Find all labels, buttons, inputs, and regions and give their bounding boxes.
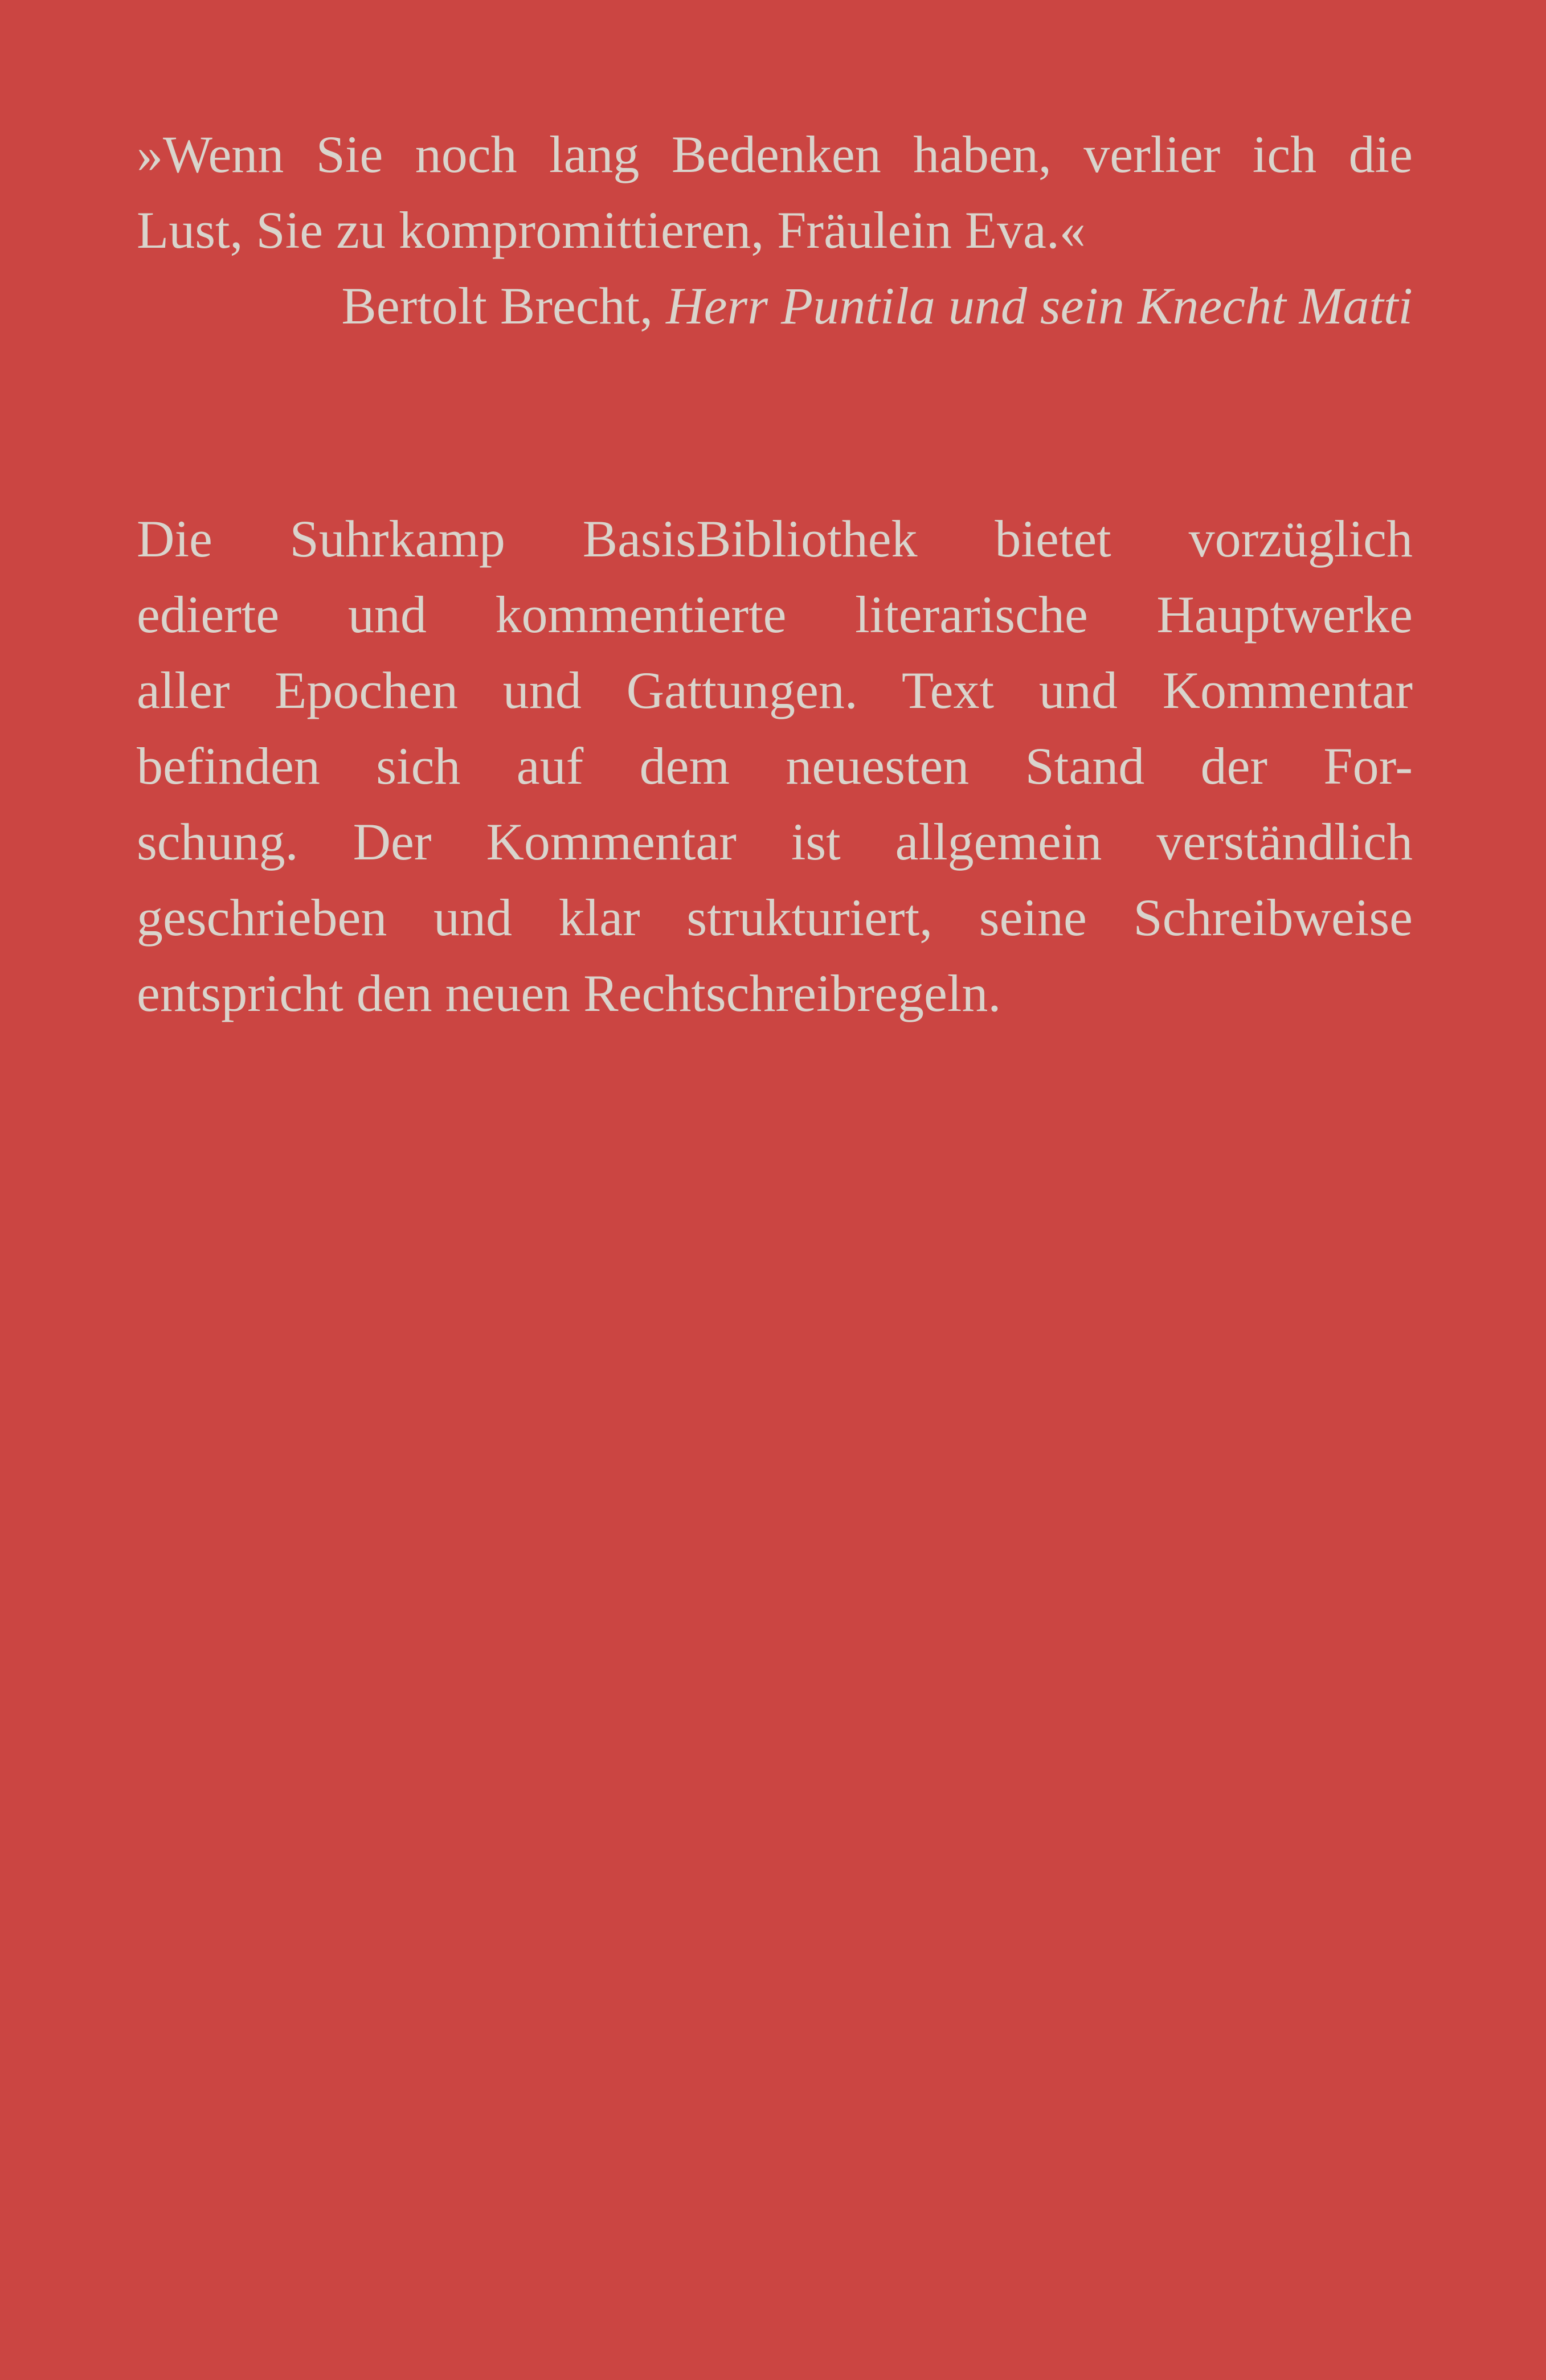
series-description [137,501,1413,1031]
quote-work-title: Herr Puntila und sein Knecht Matti [666,277,1413,335]
blurb-line-6: geschrieben und klar strukturiert, seine Schreibweise [137,888,1413,947]
quote-author: Bertolt Brecht, [341,277,666,335]
quote-line-1: »Wenn Sie noch lang Bedenken haben, verlier ich die [137,125,1413,183]
epigraph-quote [137,117,1413,344]
quote-line-2: Lust, Sie zu kompromittieren, Fräulein Eva.« [137,201,1086,259]
blurb-line-2: edierte und kommentierte literarische Hauptwerke [137,585,1413,644]
blurb-line-3: aller Epochen und Gattungen. Text und Kommentar [137,661,1413,719]
blurb-line-1: Die Suhrkamp BasisBibliothek bietet vorzüglich [137,510,1413,568]
blurb-line-5: schung. Der Kommentar ist allgemein verständlich [137,813,1413,871]
blurb-line-4: befinden sich auf dem neuesten Stand der For- [137,737,1413,795]
blurb-line-7: entspricht den neuen Rechtschreibregeln. [137,964,1001,1022]
quote-attribution [137,268,1413,344]
